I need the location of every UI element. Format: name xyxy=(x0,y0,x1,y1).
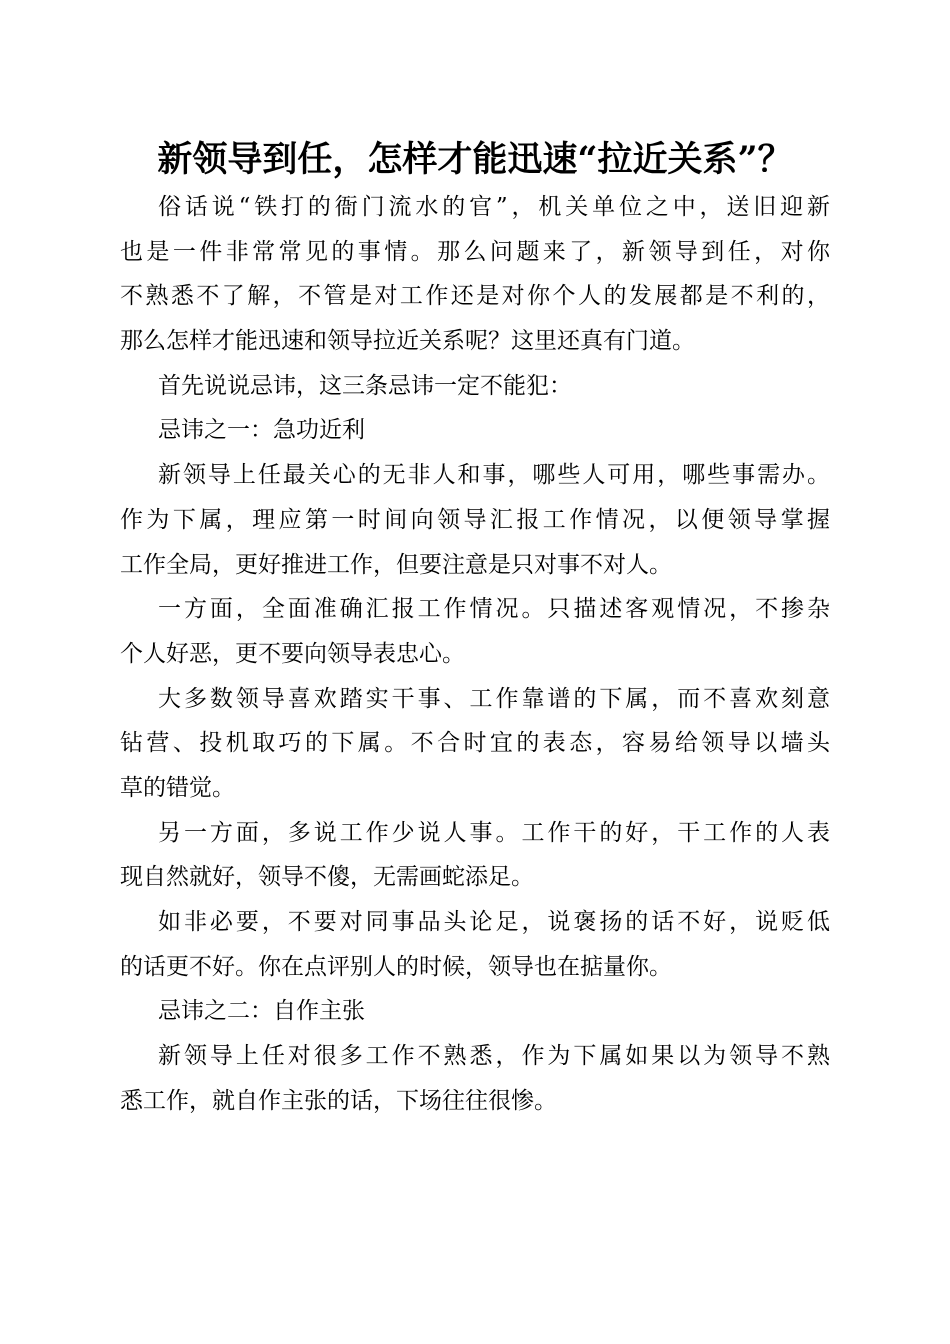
body-text-line: 个人好恶，更不要向领导表忠心。 xyxy=(120,640,465,667)
page-title: 新领导到任，怎样才能迅速“拉近关系”？ xyxy=(157,139,793,180)
body-text-line: 现自然就好，领导不傻，无需画蛇添足。 xyxy=(120,864,534,891)
body-text-line: 首先说说忌讳，这三条忌讳一定不能犯： xyxy=(158,372,572,399)
body-text-line: 不熟悉不了解，不管是对工作还是对你个人的发展都是不利的， xyxy=(120,283,830,310)
body-text-line: 草的错觉。 xyxy=(120,774,235,801)
article-body xyxy=(120,185,830,1123)
body-text-line: 俗话说“铁打的衙门流水的官”，机关单位之中，送旧迎新 xyxy=(158,194,830,220)
body-text-line: 作为下属，理应第一时间向领导汇报工作情况，以便领导掌握 xyxy=(120,506,830,533)
body-text-line: 那么怎样才能迅速和领导拉近关系呢？这里还真有门道。 xyxy=(120,328,695,355)
body-text-line: 一方面，全面准确汇报工作情况。只描述客观情况，不掺杂 xyxy=(158,596,830,623)
body-text-line: 忌讳之一：急功近利 xyxy=(158,417,365,444)
body-text-line: 大多数领导喜欢踏实干事、工作靠谱的下属，而不喜欢刻意 xyxy=(158,685,830,712)
body-text-line: 工作全局，更好推进工作，但要注意是只对事不对人。 xyxy=(120,551,672,578)
body-text-line: 忌讳之二：自作主张 xyxy=(158,998,365,1025)
body-text-line: 新领导上任最关心的无非人和事，哪些人可用，哪些事需办。 xyxy=(158,462,830,489)
body-text-line: 悉工作，就自作主张的话，下场往往很惨。 xyxy=(120,1087,557,1114)
body-text-line: 钻营、投机取巧的下属。不合时宜的表态，容易给领导以墙头 xyxy=(120,730,830,757)
body-text-line: 另一方面，多说工作少说人事。工作干的好，干工作的人表 xyxy=(158,819,830,846)
body-text-line: 如非必要，不要对同事品头论足，说褒扬的话不好，说贬低 xyxy=(158,909,830,935)
body-text-line: 新领导上任对很多工作不熟悉，作为下属如果以为领导不熟 xyxy=(158,1043,830,1070)
body-text-line: 的话更不好。你在点评别人的时候，领导也在掂量你。 xyxy=(120,953,672,980)
body-text-line: 也是一件非常常见的事情。那么问题来了，新领导到任，对你 xyxy=(120,238,830,265)
